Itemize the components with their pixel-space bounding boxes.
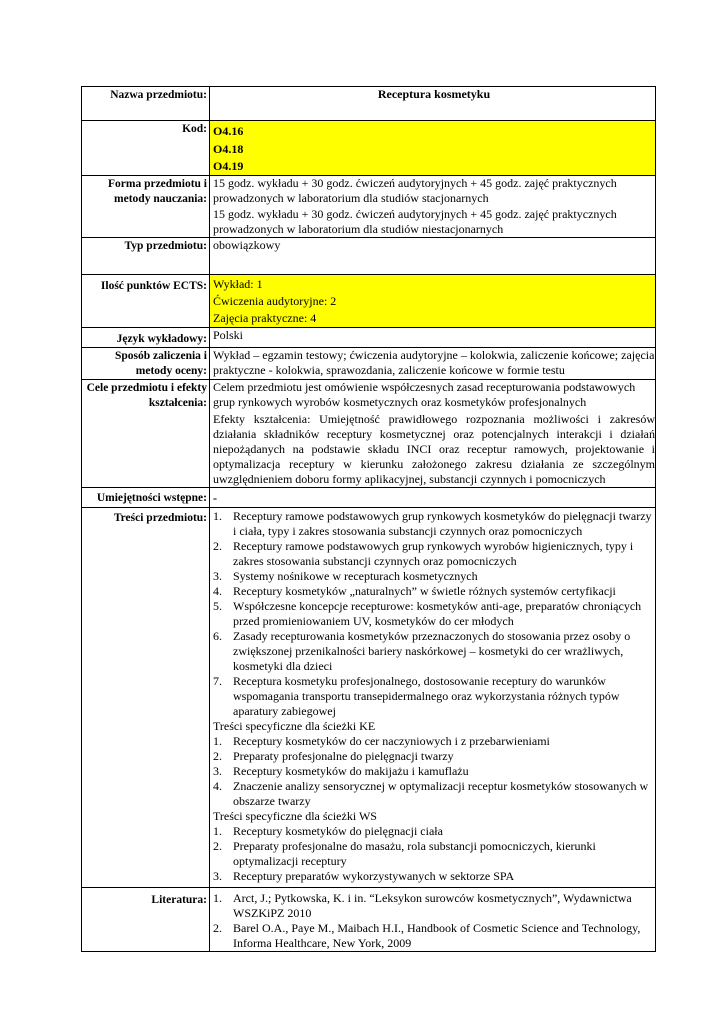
subject-name-label: Nazwa przedmiotu: — [82, 87, 210, 121]
goals-label: Cele przedmiotu i efekty kształcenia: — [82, 380, 210, 488]
form-value — [210, 176, 656, 238]
code-value — [210, 121, 656, 176]
list-item: 2. Preparaty profesjonalne do masażu, rola substancji pomocniczych, kierunki optymalizacji receptury — [213, 839, 596, 868]
contents-label: Treści przedmiotu: — [82, 508, 210, 888]
language-value: Polski — [210, 328, 656, 348]
type-label: Typ przedmiotu: — [82, 238, 210, 275]
list-item: 7. Receptura kosmetyku profesjonalnego, dostosowanie receptury do warunków wspomagania transportu transepidermalnego oraz wykorzystania różnych typów aparatury zabiegowej — [213, 674, 620, 718]
subject-name-value: Receptura kosmetyku — [210, 87, 656, 121]
list-item: 3. Systemy nośnikowe w recepturach kosmetycznych — [213, 569, 478, 583]
ects-line: Ćwiczenia audytoryjne: 2 — [213, 294, 337, 308]
type-value: obowiązkowy — [210, 238, 656, 275]
list-item: 3. Receptury preparatów wykorzystywanych w sektorze SPA — [213, 869, 515, 883]
list-item: 5. Współczesne koncepcje recepturowe: kosmetyków anti-age, preparatów chroniących przed promieniowaniem UV, kosmetyków do cer młodych — [213, 599, 642, 628]
literature-list — [213, 891, 655, 951]
form-line-full-time: 15 godz. wykładu + 30 godz. ćwiczeń audytoryjnych + 45 godz. zajęć praktycznych prowadzonych w laboratorium dla studiów stacjonarnych — [213, 176, 617, 205]
list-item: 2. Barel O.A., Paye M., Maibach H.I., Handbook of Cosmetic Science and Technology, Informa Healthcare, New York, 2009 — [213, 921, 641, 950]
form-label: Forma przedmiotu i metody nauczania: — [82, 176, 210, 238]
prerequisites-label: Umiejętności wstępne: — [82, 488, 210, 508]
goals-paragraph: Celem przedmiotu jest omówienie współczesnych zasad recepturowania podstawowych grup rynkowych wyrobów kosmetycznych oraz kosmetyków profesjonalnych — [213, 380, 636, 409]
contents-general-list — [213, 509, 655, 719]
list-item: 1. Receptury kosmetyków do cer naczyniowych i z przebarwieniami — [213, 734, 550, 748]
list-item: 3. Receptury kosmetyków do makijażu i kamuflażu — [213, 764, 469, 778]
contents-ws-list — [213, 824, 655, 884]
list-item: 2. Receptury ramowe podstawowych grup rynkowych wyrobów higienicznych, typy i zakres stosowania substancji czynnych oraz pomocniczych — [213, 539, 634, 568]
code-line: O4.18 — [213, 142, 244, 156]
list-item: 1. Arct, J.; Pytkowska, K. i in. “Leksykon surowców kosmetycznych”, Wydawnictwa WSZKiPZ 2010 — [213, 891, 632, 920]
contents-ke-list — [213, 734, 655, 809]
prerequisites-value: - — [210, 488, 656, 508]
contents-value — [210, 508, 656, 888]
course-card-table — [81, 86, 656, 952]
ke-heading: Treści specyficzne dla ścieżki KE — [213, 719, 376, 733]
language-label: Język wykładowy: — [82, 328, 210, 348]
goals-value — [210, 380, 656, 488]
ects-line: Wykład: 1 — [213, 277, 263, 291]
ects-line: Zajęcia praktyczne: 4 — [213, 311, 317, 325]
literature-value — [210, 888, 656, 952]
list-item: 2. Preparaty profesjonalne do pielęgnacji twarzy — [213, 749, 454, 763]
ects-value — [210, 275, 656, 328]
code-label: Kod: — [82, 121, 210, 176]
literature-label: Literatura: — [82, 888, 210, 952]
list-item: 6. Zasady recepturowania kosmetyków przeznaczonych do stosowania przez osoby o zwiększonej przenikalności bariery naskórkowej – kosmetyki do cer wrażliwych, kosmetyki dla dzieci — [213, 629, 631, 673]
list-item: 4. Znaczenie analizy sensorycznej w optymalizacji receptur kosmetyków stosowanych w obszarze twarzy — [213, 779, 649, 808]
code-line: O4.16 — [213, 124, 244, 138]
list-item: 1. Receptury kosmetyków do pielęgnacji ciała — [213, 824, 443, 838]
ects-label: Ilość punktów ECTS: — [82, 275, 210, 328]
assessment-label: Sposób zaliczenia i metody oceny: — [82, 348, 210, 380]
list-item: 1. Receptury ramowe podstawowych grup rynkowych kosmetyków do pielęgnacji twarzy i ciała, typy i zakres stosowania substancji czynnych oraz pomocniczych — [213, 509, 652, 538]
form-line-part-time: 15 godz. wykładu + 30 godz. ćwiczeń audytoryjnych + 45 godz. zajęć praktycznych prowadzonych w laboratorium dla studiów niestacjonarnych — [213, 207, 617, 236]
ws-heading: Treści specyficzne dla ścieżki WS — [213, 809, 377, 823]
code-line: O4.19 — [213, 159, 244, 173]
list-item: 4. Receptury kosmetyków „naturalnych” w świetle różnych systemów certyfikacji — [213, 584, 616, 598]
learning-outcomes-paragraph: Efekty kształcenia: Umiejętność prawidłowego rozpoznania możliwości i zakresów działania składników receptury kosmetycznej oraz potencjalnych interakcji i działań niepożądanych na podstawie składu INCI oraz receptur ramowych, projektowanie i optymalizacja receptury w kierunku założonego zakresu działania ze szczególnym uwzględnieniem doboru formy aplikacyjnej, substancji czynnych i pomocniczych — [213, 412, 655, 486]
assessment-value: Wykład – egzamin testowy; ćwiczenia audytoryjne – kolokwia, zaliczenie końcowe; zajęcia praktyczne - kolokwia, sprawozdania, zaliczenie końcowe w formie testu — [210, 348, 656, 380]
